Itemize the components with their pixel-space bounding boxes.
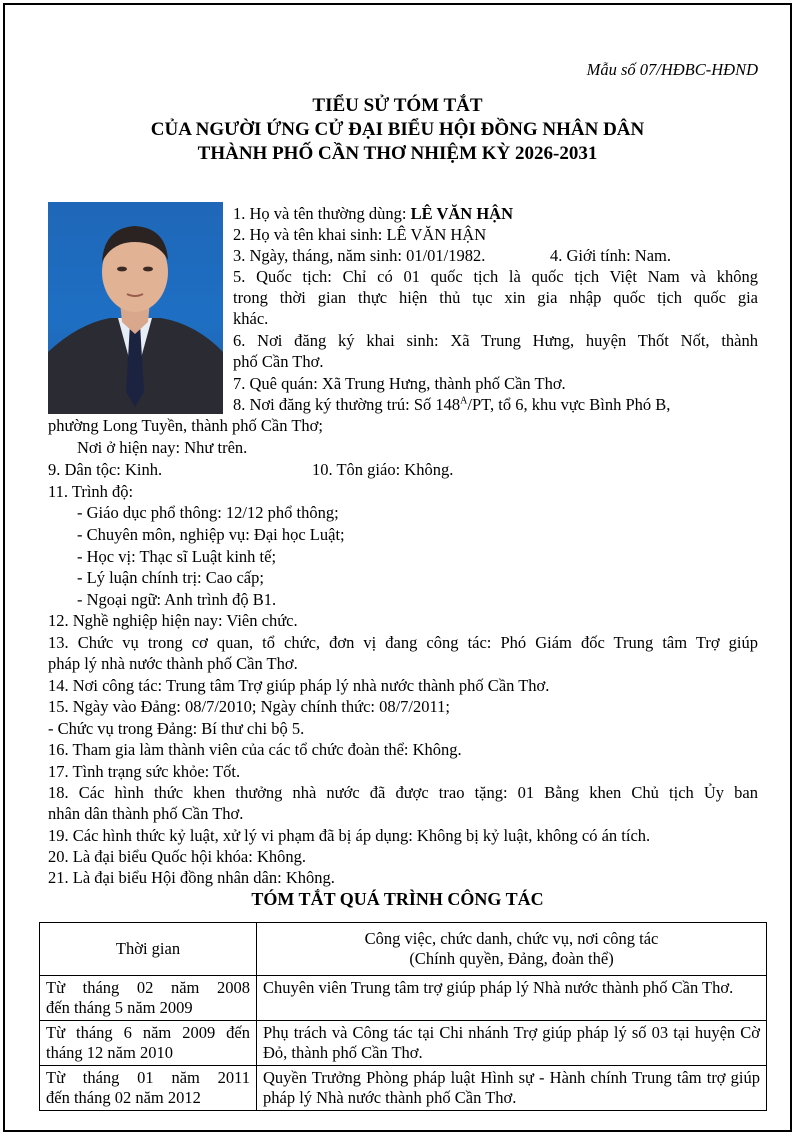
row-job: Chuyên viên Trung tâm trợ giúp pháp lý Nhà nước thành phố Cần Thơ. (257, 976, 767, 1021)
row-time: Từ tháng 01 năm 2011 đến tháng 02 năm 2012 (40, 1066, 257, 1111)
birth-place-line-1: 6. Nơi đăng ký khai sinh: Xã Trung Hưng, huyện Thốt Nốt, thành (233, 331, 758, 350)
header-time: Thời gian (40, 923, 257, 976)
party-date: 15. Ngày vào Đảng: 08/7/2010; Ngày chính thức: 08/7/2011; (48, 697, 450, 716)
form-number: Mẫu số 07/HĐBC-HĐND (586, 60, 758, 79)
row-time: Từ tháng 6 năm 2009 đến tháng 12 năm 2010 (40, 1021, 257, 1066)
position-line-1: 13. Chức vụ trong cơ quan, tổ chức, đơn vị đang công tác: Phó Giám đốc Trung tâm Trợ giúp (48, 633, 758, 652)
gender: 4. Giới tính: Nam. (550, 246, 672, 265)
nationality-line-3: khác. (233, 309, 269, 328)
education-item: - Lý luận chính trị: Cao cấp; (77, 568, 264, 587)
position-line-2: pháp lý nhà nước thành phố Cần Thơ. (48, 654, 298, 673)
peoples-council-delegate: 21. Là đại biểu Hội đồng nhân dân: Không. (48, 868, 335, 887)
table-header-row (40, 923, 767, 976)
document-page (3, 3, 792, 1132)
education-item: - Học vị: Thạc sĩ Luật kinh tế; (77, 547, 277, 566)
table-row (40, 1021, 767, 1066)
nationality-line-1: 5. Quốc tịch: Chỉ có 01 quốc tịch là quốc tịch Việt Nam và không (233, 267, 758, 286)
residence-line-2: phường Long Tuyền, thành phố Cần Thơ; (48, 416, 323, 435)
common-name-value: LÊ VĂN HẬN (410, 204, 513, 223)
common-name-row (233, 203, 513, 224)
education-item: - Ngoại ngữ: Anh trình độ B1. (77, 590, 277, 609)
religion: 10. Tôn giáo: Không. (312, 460, 454, 479)
education-label: 11. Trình độ: (48, 482, 134, 501)
health: 17. Tình trạng sức khỏe: Tốt. (48, 762, 241, 781)
row-job: Phụ trách và Công tác tại Chi nhánh Trợ giúp pháp lý số 03 tại huyện Cờ Đỏ, thành phố Cần Thơ. (257, 1021, 767, 1066)
header-job: Công việc, chức danh, chức vụ, nơi công tác (Chính quyền, Đảng, đoàn thể) (257, 923, 767, 976)
awards-line-2: nhân dân thành phố Cần Thơ. (48, 804, 244, 823)
portrait-photo (48, 202, 223, 414)
education-item: - Chuyên môn, nghiệp vụ: Đại học Luật; (77, 525, 345, 544)
occupation: 12. Nghề nghiệp hiện nay: Viên chức. (48, 611, 298, 630)
workplace: 14. Nơi công tác: Trung tâm Trợ giúp pháp lý nhà nước thành phố Cần Thơ. (48, 676, 550, 695)
birth-place-line-2: phố Cần Thơ. (233, 352, 324, 371)
party-position: - Chức vụ trong Đảng: Bí thư chi bộ 5. (48, 719, 305, 738)
awards-line-1: 18. Các hình thức khen thưởng nhà nước đã được trao tặng: 01 Bằng khen Chủ tịch Ủy ban (48, 783, 758, 802)
nationality-line-2: trong thời gian thực hiện thủ tục xin gia nhập quốc tịch quốc gia (233, 288, 758, 307)
work-section-title: TÓM TẮT QUÁ TRÌNH CÔNG TÁC (251, 889, 544, 909)
birth-date: 3. Ngày, tháng, năm sinh: 01/01/1982. (233, 246, 486, 265)
discipline: 19. Các hình thức kỷ luật, xử lý vi phạm đã bị áp dụng: Không bị kỷ luật, không có án tích. (48, 826, 651, 845)
education-item: - Giáo dục phổ thông: 12/12 phổ thông; (77, 503, 339, 522)
work-history-table (39, 922, 767, 1111)
national-assembly-delegate: 20. Là đại biểu Quốc hội khóa: Không. (48, 847, 306, 866)
organizations: 16. Tham gia làm thành viên của các tổ chức đoàn thể: Không. (48, 740, 462, 759)
hometown: 7. Quê quán: Xã Trung Hưng, thành phố Cần Thơ. (233, 374, 566, 393)
table-row (40, 976, 767, 1021)
birth-name: 2. Họ và tên khai sinh: LÊ VĂN HẬN (233, 225, 487, 244)
title-line-2: CỦA NGƯỜI ỨNG CỬ ĐẠI BIỂU HỘI ĐỒNG NHÂN DÂN (150, 119, 645, 140)
title-line-1: TIỂU SỬ TÓM TẮT (312, 95, 483, 116)
row-time: Từ tháng 02 năm 2008 đến tháng 5 năm 2009 (40, 976, 257, 1021)
table-row (40, 1066, 767, 1111)
ethnicity: 9. Dân tộc: Kinh. (48, 460, 163, 479)
residence-superscript: A (460, 395, 468, 407)
common-name-label: 1. Họ và tên thường dùng: (233, 204, 407, 223)
residence-part-a: 8. Nơi đăng ký thường trú: Số $148^A/PT$, tổ 6, khu vực Bình Phó B, (233, 395, 671, 414)
current-address: Nơi ở hiện nay: Như trên. (77, 438, 248, 457)
residence-line-1 (233, 394, 758, 415)
row-job: Quyền Trưởng Phòng pháp luật Hình sự - Hành chính Trung tâm trợ giúp pháp lý Nhà nước thành phố Cần Thơ. (257, 1066, 767, 1111)
title-line-3: THÀNH PHỐ CẦN THƠ NHIỆM KỲ 2026-2031 (197, 143, 598, 164)
